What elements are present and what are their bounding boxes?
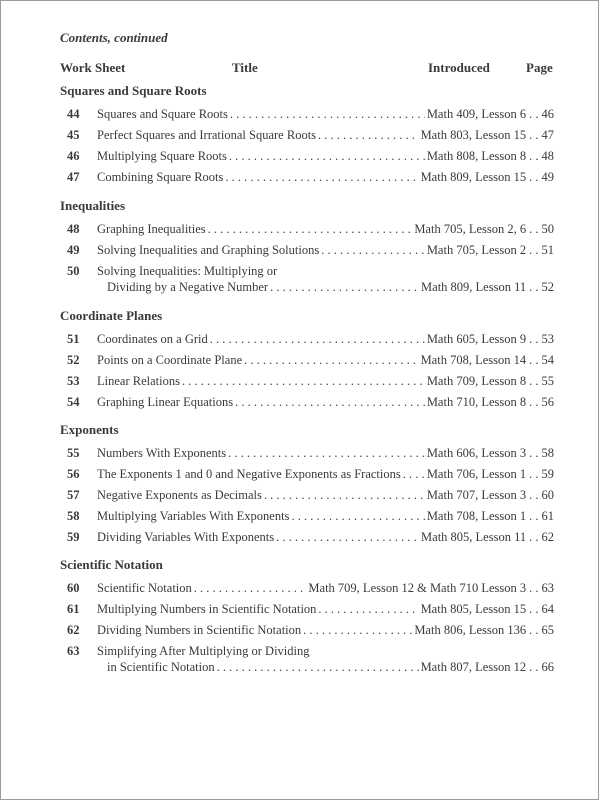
dot-leader-short: . . [529,353,539,367]
worksheet-number: 48 [67,222,80,236]
dot-leader-short: . . [529,107,539,121]
introduced-in: Math 803, Lesson 15 [420,128,527,142]
header-worksheet: Work Sheet [60,60,126,75]
dot-leader [318,128,419,143]
introduced-in: Math 805, Lesson 11 [421,530,527,544]
entry-line [97,243,554,258]
dot-leader-short: . . [529,530,539,544]
dot-leader-short: . . [529,170,539,184]
introduced-in: Math 710, Lesson 8 [426,395,527,409]
page-number: 66 [541,660,554,674]
page-number: 55 [541,374,554,388]
list-item [0,374,599,392]
introduced-in: Math 606, Lesson 3 [426,446,527,460]
entry-line [97,581,554,596]
entry-title: Solving Inequalities: Multiplying or [97,264,278,278]
introduced-in: Math 709, Lesson 12 & Math 710 Lesson 3 [308,581,527,595]
entry-title: Simplifying After Multiplying or Dividing [97,644,310,658]
entry-title: Negative Exponents as Decimals [97,488,262,502]
entry-line [97,660,554,675]
dot-leader [208,222,413,237]
dot-leader [318,602,418,617]
list-item [0,467,599,485]
entry-line [97,509,554,524]
list-item [0,170,599,188]
page-number: 65 [541,623,554,637]
dot-leader-short: . . [529,222,539,236]
entry-title: Graphing Linear Equations [97,395,234,409]
entry-title: Solving Inequalities and Graphing Solutions [97,243,320,257]
dot-leader [217,660,419,675]
entry-title: Multiplying Square Roots [97,149,227,163]
entry-title: Dividing Variables With Exponents [97,530,275,544]
entry-title: Squares and Square Roots [97,107,228,121]
list-item [0,222,599,240]
contents-heading: Contents, continued [60,30,168,45]
entry-title: The Exponents 1 and 0 and Negative Exponents as Fractions [97,467,401,481]
section-title: Coordinate Planes [60,308,163,323]
introduced-in: Math 708, Lesson 1 [426,509,527,523]
worksheet-number: 44 [67,107,80,121]
introduced-in: Math 605, Lesson 9 [426,332,527,346]
introduced-in: Math 805, Lesson 15 [420,602,527,616]
page-number: 62 [541,530,554,544]
entry-title: Numbers With Exponents [97,446,227,460]
entry-line [97,488,554,503]
introduced-in: Math 709, Lesson 8 [426,374,527,388]
worksheet-number: 49 [67,243,80,257]
section-title: Exponents [60,422,119,437]
entry-title: Points on a Coordinate Plane [97,353,243,367]
page-number: 60 [541,488,554,502]
introduced-in: Math 705, Lesson 2, 6 [414,222,527,236]
entry-title: in Scientific Notation [107,660,215,674]
dot-leader-short: . . [529,243,539,257]
worksheet-number: 57 [67,488,80,502]
header-title: Title [232,60,258,75]
page-number: 52 [541,280,554,294]
worksheet-number: 56 [67,467,80,481]
dot-leader-short: . . [529,660,539,674]
worksheet-number: 63 [67,644,80,658]
dot-leader [264,488,425,503]
list-item [0,488,599,506]
list-item [0,509,599,527]
entry-line [97,149,554,164]
dot-leader [276,530,419,545]
dot-leader-short: . . [529,581,539,595]
list-item [0,395,599,413]
worksheet-number: 54 [67,395,80,409]
list-item [0,602,599,620]
entry-line [97,332,554,347]
list-item [0,353,599,371]
introduced-in: Math 807, Lesson 12 [420,660,527,674]
page-number: 56 [541,395,554,409]
worksheet-number: 62 [67,623,80,637]
worksheet-number: 47 [67,170,80,184]
dot-leader [321,243,425,258]
list-item [0,128,599,146]
list-item [0,107,599,125]
page-number: 46 [541,107,554,121]
introduced-in: Math 708, Lesson 14 [420,353,527,367]
entry-title: Multiplying Numbers in Scientific Notation [97,602,317,616]
dot-leader-short: . . [529,280,539,294]
page-number: 59 [541,467,554,481]
worksheet-number: 46 [67,149,80,163]
worksheet-number: 52 [67,353,80,367]
list-item [0,644,599,674]
page-number: 47 [541,128,554,142]
dot-leader-short: . . [529,488,539,502]
dot-leader-short: . . [529,332,539,346]
entry-line [97,602,554,617]
introduced-in: Math 706, Lesson 1 [426,467,527,481]
worksheet-number: 59 [67,530,80,544]
dot-leader [235,395,425,410]
page-number: 50 [541,222,554,236]
entry-title: Dividing by a Negative Number [107,280,269,294]
header-introduced: Introduced [428,60,490,75]
section-title: Scientific Notation [60,557,163,572]
dot-leader-short: . . [529,149,539,163]
page-number: 63 [541,581,554,595]
dot-leader [403,467,425,482]
introduced-in: Math 809, Lesson 11 [421,280,527,294]
dot-leader-short: . . [529,374,539,388]
dot-leader [194,581,307,596]
page-number: 51 [541,243,554,257]
page-number: 64 [541,602,554,616]
list-item [0,332,599,350]
dot-leader-short: . . [529,446,539,460]
page-number: 53 [541,332,554,346]
page-number: 54 [541,353,554,367]
page-number: 61 [541,509,554,523]
dot-leader [244,353,418,368]
dot-leader [182,374,425,389]
worksheet-number: 53 [67,374,80,388]
list-item [0,264,599,294]
entry-title: Coordinates on a Grid [97,332,208,346]
dot-leader-short: . . [529,128,539,142]
page-number: 58 [541,446,554,460]
dot-leader [225,170,418,185]
introduced-in: Math 808, Lesson 8 [426,149,527,163]
list-item [0,530,599,548]
introduced-in: Math 707, Lesson 3 [426,488,527,502]
entry-title: Scientific Notation [97,581,192,595]
introduced-in: Math 409, Lesson 6 [426,107,527,121]
worksheet-number: 60 [67,581,80,595]
dot-leader [210,332,425,347]
list-item [0,623,599,641]
introduced-in: Math 705, Lesson 2 [426,243,527,257]
worksheet-number: 61 [67,602,80,616]
worksheet-number: 55 [67,446,80,460]
dot-leader-short: . . [529,467,539,481]
entry-line [97,222,554,237]
entry-line [97,395,554,410]
dot-leader [303,623,412,638]
introduced-in: Math 806, Lesson 136 [414,623,527,637]
entry-title: Multiplying Variables With Exponents [97,509,290,523]
introduced-in: Math 809, Lesson 15 [420,170,527,184]
dot-leader-short: . . [529,509,539,523]
list-item [0,243,599,261]
dot-leader [291,509,424,524]
section-title: Squares and Square Roots [60,83,207,98]
entry-title: Graphing Inequalities [97,222,206,236]
header-page: Page [526,60,553,75]
list-item [0,149,599,167]
entry-line [97,353,554,368]
entry-line [97,467,554,482]
section-title: Inequalities [60,198,126,213]
dot-leader [228,446,425,461]
entry-line [97,623,554,638]
entry-title: Perfect Squares and Irrational Square Roots [97,128,317,142]
dot-leader-short: . . [529,395,539,409]
entry-title-line-1 [97,264,554,279]
entry-line [97,128,554,143]
dot-leader [230,107,425,122]
entry-line [97,107,554,122]
entry-title: Dividing Numbers in Scientific Notation [97,623,302,637]
entry-line [97,446,554,461]
worksheet-number: 58 [67,509,80,523]
page-number: 48 [541,149,554,163]
entry-line [97,530,554,545]
entry-line [97,374,554,389]
entry-title: Linear Relations [97,374,180,388]
list-item [0,446,599,464]
entry-title-line-1 [97,644,554,659]
page-number: 49 [541,170,554,184]
entry-line [97,170,554,185]
worksheet-number: 45 [67,128,80,142]
entry-title: Combining Square Roots [97,170,224,184]
dot-leader [270,280,419,295]
dot-leader-short: . . [529,623,539,637]
dot-leader-short: . . [529,602,539,616]
dot-leader [229,149,425,164]
worksheet-number: 51 [67,332,80,346]
list-item [0,581,599,599]
entry-line [97,280,554,295]
worksheet-number: 50 [67,264,80,278]
